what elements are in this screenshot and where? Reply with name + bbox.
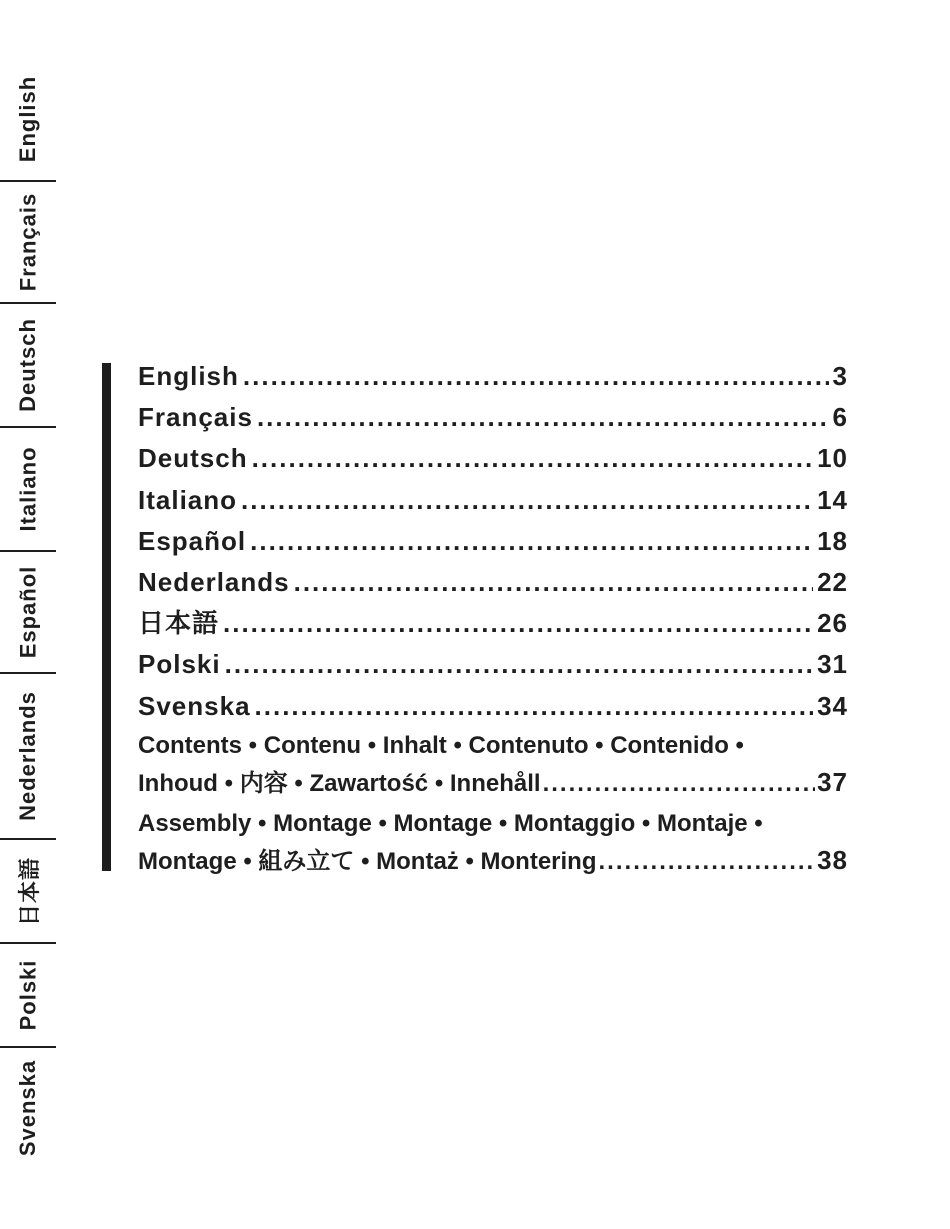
side-tab-francais[interactable]: [0, 182, 56, 302]
toc-leader-dots: [241, 480, 813, 521]
toc-entry-page: 22: [817, 566, 848, 597]
side-tab-label: Español: [15, 565, 41, 659]
toc-entry-page: 6: [832, 402, 848, 433]
language-side-tabs: [0, 58, 56, 1168]
toc-entry-nederlands[interactable]: [138, 562, 848, 603]
side-tab-label: 日本語: [16, 856, 42, 926]
toc-entry-title: Español: [138, 525, 247, 556]
toc-leader-dots: [257, 397, 829, 438]
side-tab-label: Deutsch: [15, 318, 41, 412]
toc-entry-page: 34: [817, 690, 848, 721]
toc-entry-japanese[interactable]: [138, 603, 848, 644]
toc-entry-page: 3: [832, 361, 848, 391]
toc-entry-contents[interactable]: [138, 727, 848, 805]
toc-entry-title: 日本語: [138, 608, 220, 639]
side-tab-label: English: [15, 75, 41, 163]
toc-entry-page: 38: [817, 844, 848, 875]
toc-entry-polski[interactable]: [138, 644, 848, 685]
toc-entry-title: Français: [138, 402, 253, 433]
toc-entry-espanol[interactable]: [138, 521, 848, 562]
side-tab-nederlands[interactable]: [0, 674, 56, 838]
side-tab-label: Svenska: [15, 1059, 41, 1157]
toc-leader-dots: [225, 644, 813, 685]
toc-entry-svenska[interactable]: [138, 686, 848, 727]
toc-entry-title: Svenska: [138, 690, 251, 721]
toc-entry-title: Deutsch: [138, 443, 248, 474]
toc-entry-page: 37: [817, 766, 848, 797]
toc-entry-title-line1: Contents • Contenu • Inhalt • Contenuto • Contenido •: [138, 731, 744, 759]
toc-entry-francais[interactable]: [138, 397, 848, 438]
toc-leader-dots: [252, 438, 814, 479]
toc-entry-title: Italiano: [138, 484, 238, 515]
toc-entry-title-line2: Montage • 組み立て • Montaż • Montering: [138, 847, 597, 875]
side-tab-espanol[interactable]: [0, 552, 56, 672]
toc-leader-dots: [294, 562, 813, 603]
toc-entry-english[interactable]: [138, 356, 848, 397]
toc-entry-title: Nederlands: [138, 566, 290, 597]
side-tab-label: Nederlands: [15, 691, 41, 821]
toc-entry-deutsch[interactable]: [138, 438, 848, 479]
side-tab-svenska[interactable]: [0, 1048, 56, 1168]
side-tab-italiano[interactable]: [0, 428, 56, 550]
side-tab-english[interactable]: [0, 58, 56, 180]
toc-leader-dots: [543, 765, 816, 802]
side-tab-label: Polski: [15, 959, 40, 1031]
side-tab-deutsch[interactable]: [0, 304, 56, 426]
toc-entry-page: 31: [817, 649, 848, 680]
side-tab-japanese[interactable]: [0, 840, 56, 942]
side-tab-polski[interactable]: [0, 944, 56, 1046]
toc-leader-dots: [243, 356, 829, 397]
toc-leader-dots: [223, 603, 813, 644]
toc-leader-dots: [255, 686, 814, 727]
side-tab-label: Italiano: [15, 446, 41, 532]
toc-entry-title-line2: Inhoud • 内容 • Zawartość • Innehåll: [138, 769, 541, 797]
toc-entry-italiano[interactable]: [138, 480, 848, 521]
table-of-contents: [138, 356, 848, 883]
toc-accent-bar: [102, 363, 111, 871]
toc-entry-title-line1: Assembly • Montage • Montage • Montaggio • Montaje •: [138, 809, 763, 837]
toc-entry-page: 26: [817, 608, 848, 639]
toc-entry-title: Polski: [138, 649, 221, 680]
toc-entry-assembly[interactable]: [138, 805, 848, 883]
toc-entry-title: English: [138, 361, 239, 391]
toc-entry-page: 10: [817, 443, 848, 474]
toc-entry-page: 18: [817, 525, 848, 556]
toc-leader-dots: [599, 843, 816, 880]
side-tab-label: Français: [15, 192, 40, 292]
toc-leader-dots: [250, 521, 813, 562]
toc-entry-page: 14: [817, 484, 848, 515]
